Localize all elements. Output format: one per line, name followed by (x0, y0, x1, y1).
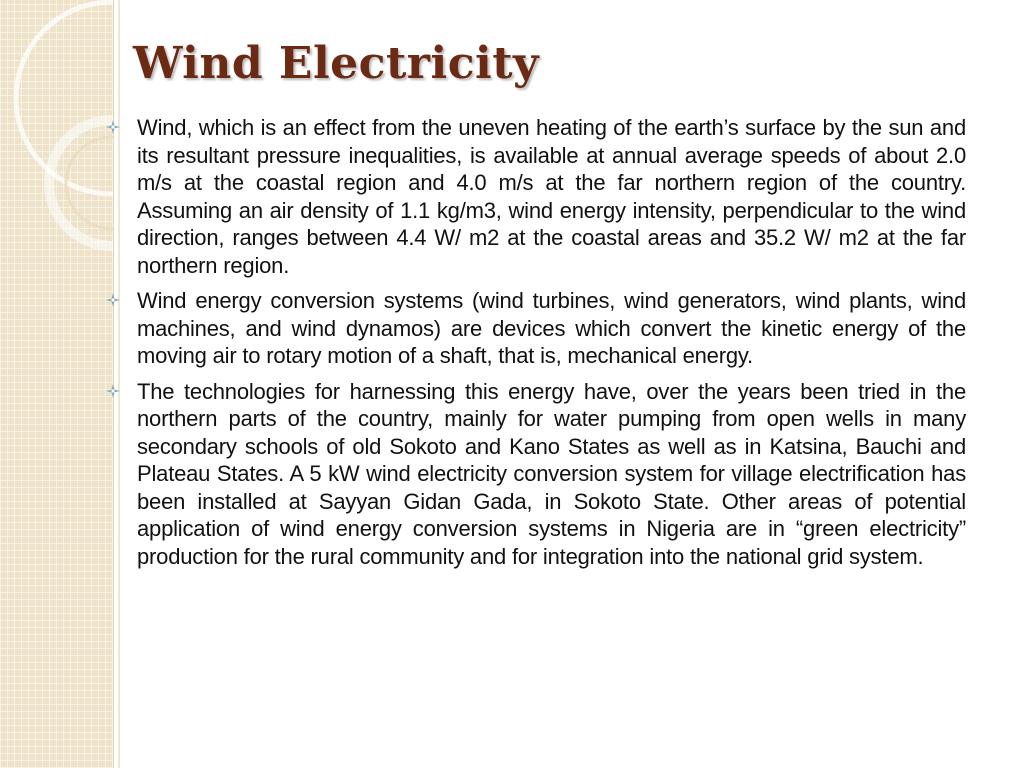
bullet-item (106, 378, 966, 571)
bullet-text: The technologies for harnessing this energy have, over the years been tried in the northern parts of the country, mainly for water pumping from open wells in many secondary schools of old Sokoto and Kano States as well as in Katsina, Bauchi and Plateau States. A 5 kW wind electricity conversion system for village electrification has been installed at Sayyan Gidan Gada, in Sokoto State. Other areas of potential application of wind energy conversion systems in Nigeria are in “green electricity” production for the rural community and for integration into the national grid system. (137, 378, 966, 569)
decorative-circles (0, 0, 113, 768)
bullet-item (106, 287, 966, 370)
bullet-item (106, 114, 966, 279)
bullet-text: Wind energy conversion systems (wind turbines, wind generators, wind plants, wind machines, and wind dynamos) are devices which convert the kinetic energy of the moving air to rotary motion of a shaft, that is, mechanical energy. (137, 288, 966, 368)
decorative-side-band (0, 0, 114, 768)
diamond-bullet-icon (106, 293, 120, 307)
slide-title: Wind Electricity (133, 38, 540, 89)
diamond-bullet-icon (106, 384, 120, 398)
diamond-bullet-icon (106, 120, 120, 134)
bullet-text: Wind, which is an effect from the uneven heating of the earth’s surface by the sun and its resultant pressure inequalities, is available at annual average speeds of about 2.0 m/s at the coastal region and 4.0 m/s at the far northern region of the country. Assuming an air density of 1.1 kg/m3, wind energy intensity, perpendicular to the wind direction, ranges between 4.4 W/ m2 at the coastal areas and 35.2 W/ m2 at the far northern region. (137, 115, 966, 278)
bullet-list (106, 114, 966, 578)
